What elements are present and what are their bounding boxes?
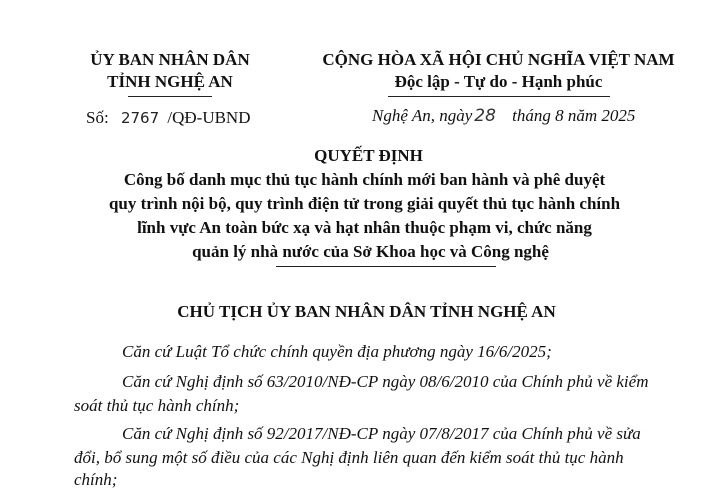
basis-2-line-2: soát thủ tục hành chính; (74, 396, 240, 415)
issuer-line-1: ỦY BAN NHÂN DÂN (90, 50, 250, 69)
subtitle-underline (276, 266, 496, 267)
basis-3-line-3: chính; (74, 470, 118, 489)
basis-3-line-1: Căn cứ Nghị định số 92/2017/NĐ-CP ngày 07/8/2017 của Chính phủ về sửa (122, 424, 641, 443)
authority-heading: CHỦ TỊCH ỦY BAN NHÂN DÂN TỈNH NGHỆ AN (177, 302, 556, 321)
decision-subtitle-1: Công bố danh mục thủ tục hành chính mới ban hành và phê duyệt (123, 170, 606, 189)
issuer-underline (128, 96, 212, 97)
basis-1-line-1: Căn cứ Luật Tổ chức chính quyền địa phương ngày 16/6/2025; (122, 342, 552, 361)
basis-2-line-1: Căn cứ Nghị định số 63/2010/NĐ-CP ngày 08/6/2010 của Chính phủ về kiểm (122, 372, 649, 391)
date-day: 28 (474, 106, 496, 126)
decision-title: QUYẾT ĐỊNH (314, 146, 423, 165)
basis-2 (74, 372, 694, 416)
motto-underline (388, 96, 610, 97)
number-prefix: Số: (86, 108, 109, 127)
basis-1 (74, 342, 694, 362)
decision-subtitle-4: quản lý nhà nước của Sở Khoa học và Công nghệ (192, 242, 549, 261)
date-suffix: tháng 8 năm 2025 (512, 106, 636, 125)
issuer-line-2: TỈNH NGHỆ AN (107, 72, 233, 91)
basis-3-line-2: đổi, bổ sung một số điều của các Nghị định liên quan đến kiểm soát thủ tục hành (74, 448, 624, 467)
decision-subtitle-3: lĩnh vực An toàn bức xạ và hạt nhân thuộc phạm vi, chức năng (137, 218, 592, 237)
decision-subtitle-2: quy trình nội bộ, quy trình điện tử trong giải quyết thủ tục hành chính (108, 194, 621, 213)
basis-3 (74, 424, 694, 490)
issue-date (372, 106, 635, 126)
number-value: 2767 (120, 109, 160, 127)
national-motto: Độc lập - Tự do - Hạnh phúc (394, 72, 603, 91)
document-number (86, 108, 250, 128)
national-title: CỘNG HÒA XÃ HỘI CHỦ NGHĨA VIỆT NAM (322, 50, 675, 69)
date-prefix: Nghệ An, ngày (372, 106, 473, 125)
number-suffix: /QĐ-UBND (167, 108, 251, 127)
